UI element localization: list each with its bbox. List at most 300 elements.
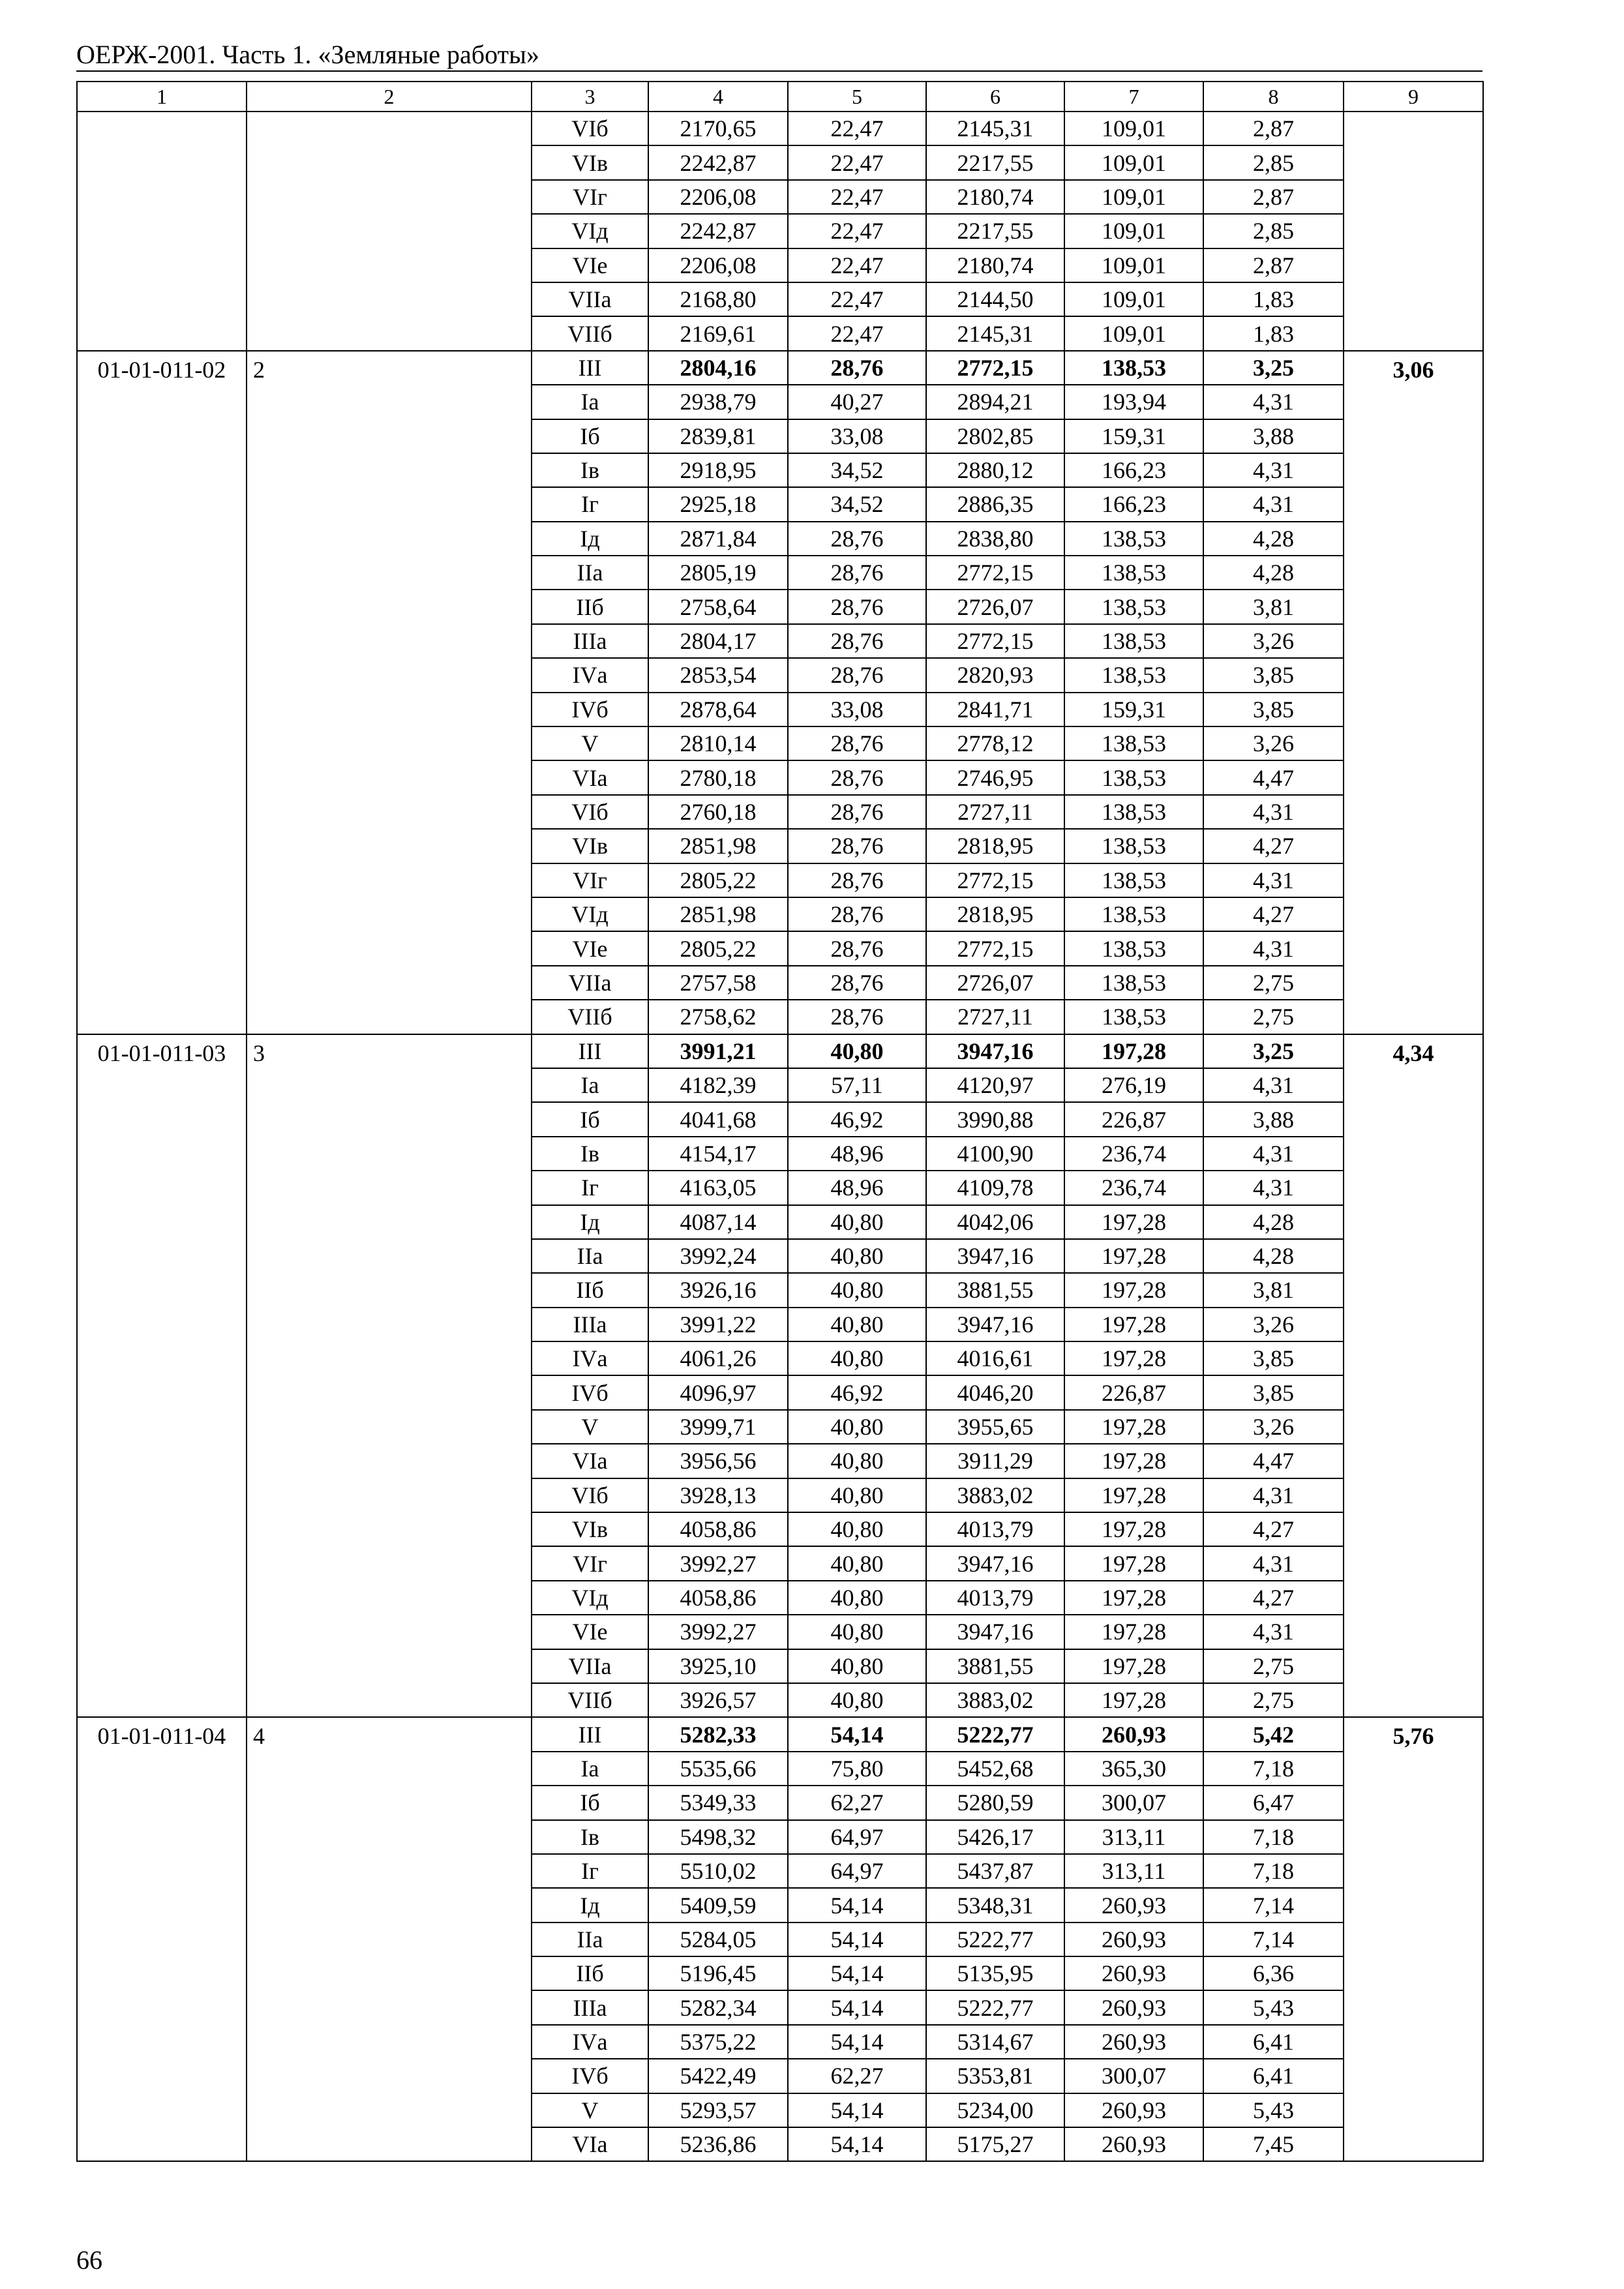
value-cell-col6: 5175,27 (926, 2127, 1064, 2161)
value-cell-col6: 3881,55 (926, 1273, 1064, 1307)
value-cell-col5: 28,76 (788, 658, 926, 692)
value-cell-col4: 2839,81 (648, 419, 788, 453)
final-value-cell: 3,06 (1344, 351, 1483, 1034)
value-cell-col7: 109,01 (1064, 145, 1203, 179)
value-cell-col4: 2804,17 (648, 624, 788, 658)
norm-code-cell: 01-01-011-04 (77, 1717, 247, 2161)
value-cell-col4: 2851,98 (648, 897, 788, 931)
value-cell-col4: 2878,64 (648, 693, 788, 726)
value-cell-col7: 197,28 (1064, 1034, 1203, 1068)
value-cell-col7: 300,07 (1064, 1786, 1203, 1819)
value-cell-col6: 2180,74 (926, 248, 1064, 282)
value-cell-col8: 4,31 (1203, 385, 1344, 419)
value-cell-col8: 3,81 (1203, 590, 1344, 623)
value-cell-col7: 159,31 (1064, 419, 1203, 453)
value-cell-col8: 3,85 (1203, 1341, 1344, 1375)
value-cell-col5: 54,14 (788, 2127, 926, 2161)
value-cell-col6: 4013,79 (926, 1581, 1064, 1615)
value-cell-col7: 197,28 (1064, 1649, 1203, 1683)
value-cell-col8: 3,26 (1203, 1308, 1344, 1341)
value-cell-col8: 2,85 (1203, 145, 1344, 179)
value-cell-col8: 7,45 (1203, 2127, 1344, 2161)
value-cell-col7: 197,28 (1064, 1444, 1203, 1478)
region-cell: VIе (532, 931, 648, 965)
norm-number-cell (247, 112, 532, 351)
column-header: 4 (648, 82, 788, 112)
region-cell: VIIб (532, 316, 648, 350)
price-table (76, 81, 1484, 2162)
table-row (77, 351, 1483, 385)
value-cell-col7: 197,28 (1064, 1410, 1203, 1444)
value-cell-col5: 28,76 (788, 760, 926, 794)
value-cell-col8: 5,43 (1203, 2093, 1344, 2127)
value-cell-col5: 46,92 (788, 1102, 926, 1136)
value-cell-col4: 5196,45 (648, 1956, 788, 1990)
value-cell-col7: 138,53 (1064, 897, 1203, 931)
value-cell-col5: 54,14 (788, 1888, 926, 1922)
value-cell-col6: 2727,11 (926, 1000, 1064, 1034)
final-value-cell (1344, 112, 1483, 351)
value-cell-col6: 5222,77 (926, 1990, 1064, 2024)
value-cell-col5: 40,80 (788, 1308, 926, 1341)
region-cell: VIг (532, 863, 648, 897)
value-cell-col5: 33,08 (788, 419, 926, 453)
value-cell-col6: 3911,29 (926, 1444, 1064, 1478)
region-cell: Iд (532, 1205, 648, 1239)
value-cell-col8: 4,31 (1203, 931, 1344, 965)
value-cell-col4: 2805,19 (648, 556, 788, 590)
value-cell-col8: 2,85 (1203, 214, 1344, 248)
value-cell-col7: 236,74 (1064, 1137, 1203, 1171)
value-cell-col6: 2726,07 (926, 966, 1064, 1000)
norm-number-cell: 3 (247, 1034, 532, 1718)
value-cell-col8: 1,83 (1203, 282, 1344, 316)
value-cell-col5: 40,80 (788, 1649, 926, 1683)
value-cell-col4: 3999,71 (648, 1410, 788, 1444)
value-cell-col5: 28,76 (788, 795, 926, 829)
value-cell-col6: 2880,12 (926, 453, 1064, 487)
value-cell-col4: 5535,66 (648, 1752, 788, 1786)
value-cell-col7: 197,28 (1064, 1239, 1203, 1273)
value-cell-col7: 197,28 (1064, 1683, 1203, 1717)
value-cell-col5: 33,08 (788, 693, 926, 726)
value-cell-col8: 2,75 (1203, 1000, 1344, 1034)
region-cell: VIб (532, 795, 648, 829)
value-cell-col8: 1,83 (1203, 316, 1344, 350)
value-cell-col5: 40,80 (788, 1615, 926, 1649)
value-cell-col5: 22,47 (788, 214, 926, 248)
value-cell-col7: 260,93 (1064, 2127, 1203, 2161)
region-cell: VIа (532, 760, 648, 794)
value-cell-col4: 2851,98 (648, 829, 788, 863)
value-cell-col7: 197,28 (1064, 1546, 1203, 1580)
value-cell-col6: 2217,55 (926, 214, 1064, 248)
region-cell: IIб (532, 590, 648, 623)
value-cell-col4: 5510,02 (648, 1854, 788, 1888)
value-cell-col6: 2180,74 (926, 180, 1064, 214)
value-cell-col8: 7,18 (1203, 1752, 1344, 1786)
value-cell-col5: 40,80 (788, 1410, 926, 1444)
value-cell-col4: 3992,27 (648, 1615, 788, 1649)
value-cell-col7: 197,28 (1064, 1205, 1203, 1239)
value-cell-col6: 5353,81 (926, 2059, 1064, 2093)
norm-code-cell: 01-01-011-03 (77, 1034, 247, 1718)
value-cell-col8: 3,25 (1203, 351, 1344, 385)
region-cell: Iв (532, 453, 648, 487)
value-cell-col7: 138,53 (1064, 760, 1203, 794)
value-cell-col7: 300,07 (1064, 2059, 1203, 2093)
value-cell-col7: 109,01 (1064, 316, 1203, 350)
value-cell-col7: 197,28 (1064, 1273, 1203, 1307)
value-cell-col6: 2886,35 (926, 487, 1064, 521)
table-row (77, 1717, 1483, 1751)
value-cell-col4: 5236,86 (648, 2127, 788, 2161)
region-cell: IVа (532, 658, 648, 692)
value-cell-col4: 2805,22 (648, 863, 788, 897)
value-cell-col4: 2925,18 (648, 487, 788, 521)
value-cell-col7: 138,53 (1064, 351, 1203, 385)
value-cell-col4: 2853,54 (648, 658, 788, 692)
value-cell-col8: 4,28 (1203, 522, 1344, 556)
value-cell-col8: 3,85 (1203, 693, 1344, 726)
value-cell-col4: 2760,18 (648, 795, 788, 829)
value-cell-col4: 2804,16 (648, 351, 788, 385)
region-cell: VIIб (532, 1000, 648, 1034)
value-cell-col7: 138,53 (1064, 522, 1203, 556)
region-cell: IIIа (532, 624, 648, 658)
region-cell: VIIб (532, 1683, 648, 1717)
column-header: 9 (1344, 82, 1483, 112)
value-cell-col4: 4041,68 (648, 1102, 788, 1136)
region-cell: Iд (532, 1888, 648, 1922)
value-cell-col6: 3947,16 (926, 1034, 1064, 1068)
value-cell-col6: 2217,55 (926, 145, 1064, 179)
norm-code-cell (77, 112, 247, 351)
value-cell-col7: 197,28 (1064, 1308, 1203, 1341)
value-cell-col8: 7,18 (1203, 1854, 1344, 1888)
value-cell-col7: 313,11 (1064, 1854, 1203, 1888)
region-cell: VIг (532, 1546, 648, 1580)
value-cell-col5: 34,52 (788, 487, 926, 521)
value-cell-col8: 4,31 (1203, 1546, 1344, 1580)
region-cell: VIв (532, 1512, 648, 1546)
value-cell-col5: 40,80 (788, 1512, 926, 1546)
value-cell-col5: 48,96 (788, 1137, 926, 1171)
value-cell-col4: 3992,24 (648, 1239, 788, 1273)
value-cell-col5: 40,80 (788, 1034, 926, 1068)
value-cell-col6: 5314,67 (926, 2025, 1064, 2059)
value-cell-col6: 2145,31 (926, 316, 1064, 350)
column-header: 7 (1064, 82, 1203, 112)
value-cell-col5: 40,27 (788, 385, 926, 419)
value-cell-col5: 54,14 (788, 2093, 926, 2127)
value-cell-col6: 2841,71 (926, 693, 1064, 726)
region-cell: VIIа (532, 1649, 648, 1683)
value-cell-col5: 62,27 (788, 1786, 926, 1819)
value-cell-col8: 6,41 (1203, 2025, 1344, 2059)
value-cell-col6: 2746,95 (926, 760, 1064, 794)
region-cell: Iг (532, 1854, 648, 1888)
value-cell-col7: 166,23 (1064, 487, 1203, 521)
value-cell-col5: 22,47 (788, 145, 926, 179)
region-cell: Iб (532, 1786, 648, 1819)
value-cell-col7: 138,53 (1064, 829, 1203, 863)
value-cell-col4: 3926,57 (648, 1683, 788, 1717)
value-cell-col6: 5426,17 (926, 1820, 1064, 1854)
value-cell-col8: 4,27 (1203, 897, 1344, 931)
value-cell-col5: 28,76 (788, 829, 926, 863)
value-cell-col7: 138,53 (1064, 726, 1203, 760)
region-cell: VIе (532, 1615, 648, 1649)
region-cell: III (532, 1717, 648, 1751)
region-cell: VIб (532, 112, 648, 145)
value-cell-col4: 2758,64 (648, 590, 788, 623)
value-cell-col6: 4109,78 (926, 1171, 1064, 1204)
value-cell-col5: 40,80 (788, 1239, 926, 1273)
final-value-cell: 5,76 (1344, 1717, 1483, 2161)
region-cell: Iа (532, 1752, 648, 1786)
page-header-title: ОЕРЖ-2001. Часть 1. «Земляные работы» (76, 40, 539, 69)
value-cell-col6: 4042,06 (926, 1205, 1064, 1239)
value-cell-col8: 5,42 (1203, 1717, 1344, 1751)
region-cell: Iд (532, 522, 648, 556)
value-cell-col8: 6,47 (1203, 1786, 1344, 1819)
value-cell-col4: 5409,59 (648, 1888, 788, 1922)
value-cell-col4: 2206,08 (648, 180, 788, 214)
value-cell-col5: 40,80 (788, 1478, 926, 1512)
value-cell-col4: 5349,33 (648, 1786, 788, 1819)
value-cell-col7: 138,53 (1064, 556, 1203, 590)
value-cell-col6: 2802,85 (926, 419, 1064, 453)
value-cell-col8: 3,88 (1203, 1102, 1344, 1136)
value-cell-col4: 2938,79 (648, 385, 788, 419)
value-cell-col7: 197,28 (1064, 1478, 1203, 1512)
value-cell-col5: 54,14 (788, 1956, 926, 1990)
value-cell-col8: 7,14 (1203, 1888, 1344, 1922)
value-cell-col5: 54,14 (788, 2025, 926, 2059)
region-cell: VIд (532, 1581, 648, 1615)
value-cell-col7: 138,53 (1064, 863, 1203, 897)
value-cell-col8: 3,26 (1203, 1410, 1344, 1444)
value-cell-col7: 197,28 (1064, 1581, 1203, 1615)
value-cell-col6: 2838,80 (926, 522, 1064, 556)
value-cell-col6: 2772,15 (926, 863, 1064, 897)
value-cell-col8: 4,28 (1203, 1239, 1344, 1273)
value-cell-col4: 2169,61 (648, 316, 788, 350)
region-cell: Iб (532, 1102, 648, 1136)
value-cell-col7: 166,23 (1064, 453, 1203, 487)
value-cell-col4: 2242,87 (648, 145, 788, 179)
value-cell-col6: 2820,93 (926, 658, 1064, 692)
region-cell: IVб (532, 693, 648, 726)
page-number: 66 (76, 2245, 102, 2275)
value-cell-col7: 138,53 (1064, 966, 1203, 1000)
value-cell-col6: 2772,15 (926, 931, 1064, 965)
value-cell-col6: 3955,65 (926, 1410, 1064, 1444)
value-cell-col7: 197,28 (1064, 1615, 1203, 1649)
value-cell-col8: 4,47 (1203, 760, 1344, 794)
value-cell-col5: 57,11 (788, 1068, 926, 1102)
region-cell: IVб (532, 1375, 648, 1409)
value-cell-col5: 22,47 (788, 248, 926, 282)
value-cell-col7: 193,94 (1064, 385, 1203, 419)
value-cell-col8: 2,87 (1203, 180, 1344, 214)
value-cell-col6: 4016,61 (926, 1341, 1064, 1375)
value-cell-col7: 260,93 (1064, 2093, 1203, 2127)
table-row (77, 1034, 1483, 1068)
value-cell-col7: 260,93 (1064, 1717, 1203, 1751)
value-cell-col4: 5422,49 (648, 2059, 788, 2093)
value-cell-col6: 5280,59 (926, 1786, 1064, 1819)
value-cell-col6: 2145,31 (926, 112, 1064, 145)
value-cell-col6: 5437,87 (926, 1854, 1064, 1888)
region-cell: Iг (532, 1171, 648, 1204)
region-cell: VIв (532, 829, 648, 863)
region-cell: V (532, 2093, 648, 2127)
value-cell-col4: 3991,22 (648, 1308, 788, 1341)
value-cell-col5: 64,97 (788, 1820, 926, 1854)
region-cell: Iг (532, 487, 648, 521)
value-cell-col5: 40,80 (788, 1273, 926, 1307)
value-cell-col6: 4013,79 (926, 1512, 1064, 1546)
value-cell-col8: 2,87 (1203, 248, 1344, 282)
header-rule (76, 70, 1482, 72)
value-cell-col5: 28,76 (788, 556, 926, 590)
value-cell-col7: 138,53 (1064, 624, 1203, 658)
value-cell-col6: 5348,31 (926, 1888, 1064, 1922)
value-cell-col4: 3928,13 (648, 1478, 788, 1512)
value-cell-col8: 7,14 (1203, 1922, 1344, 1956)
value-cell-col6: 3883,02 (926, 1683, 1064, 1717)
region-cell: IIа (532, 1239, 648, 1273)
value-cell-col7: 313,11 (1064, 1820, 1203, 1854)
value-cell-col6: 5452,68 (926, 1752, 1064, 1786)
value-cell-col4: 2780,18 (648, 760, 788, 794)
value-cell-col7: 260,93 (1064, 1990, 1203, 2024)
value-cell-col5: 28,76 (788, 931, 926, 965)
region-cell: IIа (532, 1922, 648, 1956)
value-cell-col8: 3,85 (1203, 1375, 1344, 1409)
value-cell-col8: 3,26 (1203, 624, 1344, 658)
value-cell-col4: 4163,05 (648, 1171, 788, 1204)
value-cell-col5: 40,80 (788, 1444, 926, 1478)
value-cell-col7: 109,01 (1064, 112, 1203, 145)
value-cell-col4: 2918,95 (648, 453, 788, 487)
value-cell-col4: 3925,10 (648, 1649, 788, 1683)
value-cell-col8: 2,75 (1203, 1683, 1344, 1717)
value-cell-col8: 3,85 (1203, 658, 1344, 692)
value-cell-col8: 3,88 (1203, 419, 1344, 453)
value-cell-col6: 3947,16 (926, 1615, 1064, 1649)
value-cell-col7: 138,53 (1064, 590, 1203, 623)
value-cell-col5: 64,97 (788, 1854, 926, 1888)
value-cell-col4: 2206,08 (648, 248, 788, 282)
value-cell-col4: 3956,56 (648, 1444, 788, 1478)
value-cell-col7: 109,01 (1064, 248, 1203, 282)
value-cell-col6: 5222,77 (926, 1922, 1064, 1956)
value-cell-col6: 4100,90 (926, 1137, 1064, 1171)
norm-number-cell: 4 (247, 1717, 532, 2161)
value-cell-col4: 3991,21 (648, 1034, 788, 1068)
value-cell-col7: 226,87 (1064, 1375, 1203, 1409)
value-cell-col5: 22,47 (788, 316, 926, 350)
value-cell-col7: 138,53 (1064, 658, 1203, 692)
region-cell: IVа (532, 2025, 648, 2059)
region-cell: IIIа (532, 1308, 648, 1341)
value-cell-col8: 4,27 (1203, 829, 1344, 863)
column-header: 1 (77, 82, 247, 112)
table-row (77, 112, 1483, 145)
value-cell-col4: 2170,65 (648, 112, 788, 145)
value-cell-col5: 28,76 (788, 966, 926, 1000)
value-cell-col4: 4154,17 (648, 1137, 788, 1171)
value-cell-col8: 4,31 (1203, 1478, 1344, 1512)
value-cell-col4: 3992,27 (648, 1546, 788, 1580)
value-cell-col5: 34,52 (788, 453, 926, 487)
value-cell-col6: 5234,00 (926, 2093, 1064, 2127)
value-cell-col7: 226,87 (1064, 1102, 1203, 1136)
value-cell-col7: 365,30 (1064, 1752, 1203, 1786)
value-cell-col6: 3990,88 (926, 1102, 1064, 1136)
value-cell-col5: 28,76 (788, 863, 926, 897)
column-header: 2 (247, 82, 532, 112)
value-cell-col4: 4096,97 (648, 1375, 788, 1409)
value-cell-col6: 2727,11 (926, 795, 1064, 829)
column-header: 8 (1203, 82, 1344, 112)
value-cell-col8: 4,27 (1203, 1512, 1344, 1546)
value-cell-col8: 2,75 (1203, 966, 1344, 1000)
region-cell: IIа (532, 556, 648, 590)
value-cell-col5: 54,14 (788, 1922, 926, 1956)
value-cell-col4: 2168,80 (648, 282, 788, 316)
value-cell-col6: 3883,02 (926, 1478, 1064, 1512)
value-cell-col7: 138,53 (1064, 795, 1203, 829)
value-cell-col8: 2,87 (1203, 112, 1344, 145)
value-cell-col6: 2772,15 (926, 351, 1064, 385)
value-cell-col5: 22,47 (788, 180, 926, 214)
value-cell-col4: 5282,33 (648, 1717, 788, 1751)
column-header-row (77, 82, 1483, 112)
value-cell-col4: 2805,22 (648, 931, 788, 965)
value-cell-col4: 4058,86 (648, 1581, 788, 1615)
value-cell-col8: 4,31 (1203, 1171, 1344, 1204)
value-cell-col6: 2818,95 (926, 897, 1064, 931)
value-cell-col6: 2726,07 (926, 590, 1064, 623)
value-cell-col5: 40,80 (788, 1205, 926, 1239)
value-cell-col4: 4061,26 (648, 1341, 788, 1375)
region-cell: VIа (532, 1444, 648, 1478)
value-cell-col8: 4,31 (1203, 1615, 1344, 1649)
value-cell-col4: 2871,84 (648, 522, 788, 556)
value-cell-col4: 4087,14 (648, 1205, 788, 1239)
region-cell: III (532, 1034, 648, 1068)
column-header: 6 (926, 82, 1064, 112)
value-cell-col4: 5284,05 (648, 1922, 788, 1956)
value-cell-col7: 138,53 (1064, 931, 1203, 965)
value-cell-col5: 28,76 (788, 351, 926, 385)
value-cell-col4: 2242,87 (648, 214, 788, 248)
region-cell: VIе (532, 248, 648, 282)
value-cell-col7: 109,01 (1064, 180, 1203, 214)
norm-number-cell: 2 (247, 351, 532, 1034)
value-cell-col8: 3,25 (1203, 1034, 1344, 1068)
value-cell-col5: 22,47 (788, 112, 926, 145)
value-cell-col7: 276,19 (1064, 1068, 1203, 1102)
value-cell-col8: 4,28 (1203, 556, 1344, 590)
value-cell-col4: 2810,14 (648, 726, 788, 760)
value-cell-col8: 4,31 (1203, 795, 1344, 829)
value-cell-col5: 54,14 (788, 1990, 926, 2024)
